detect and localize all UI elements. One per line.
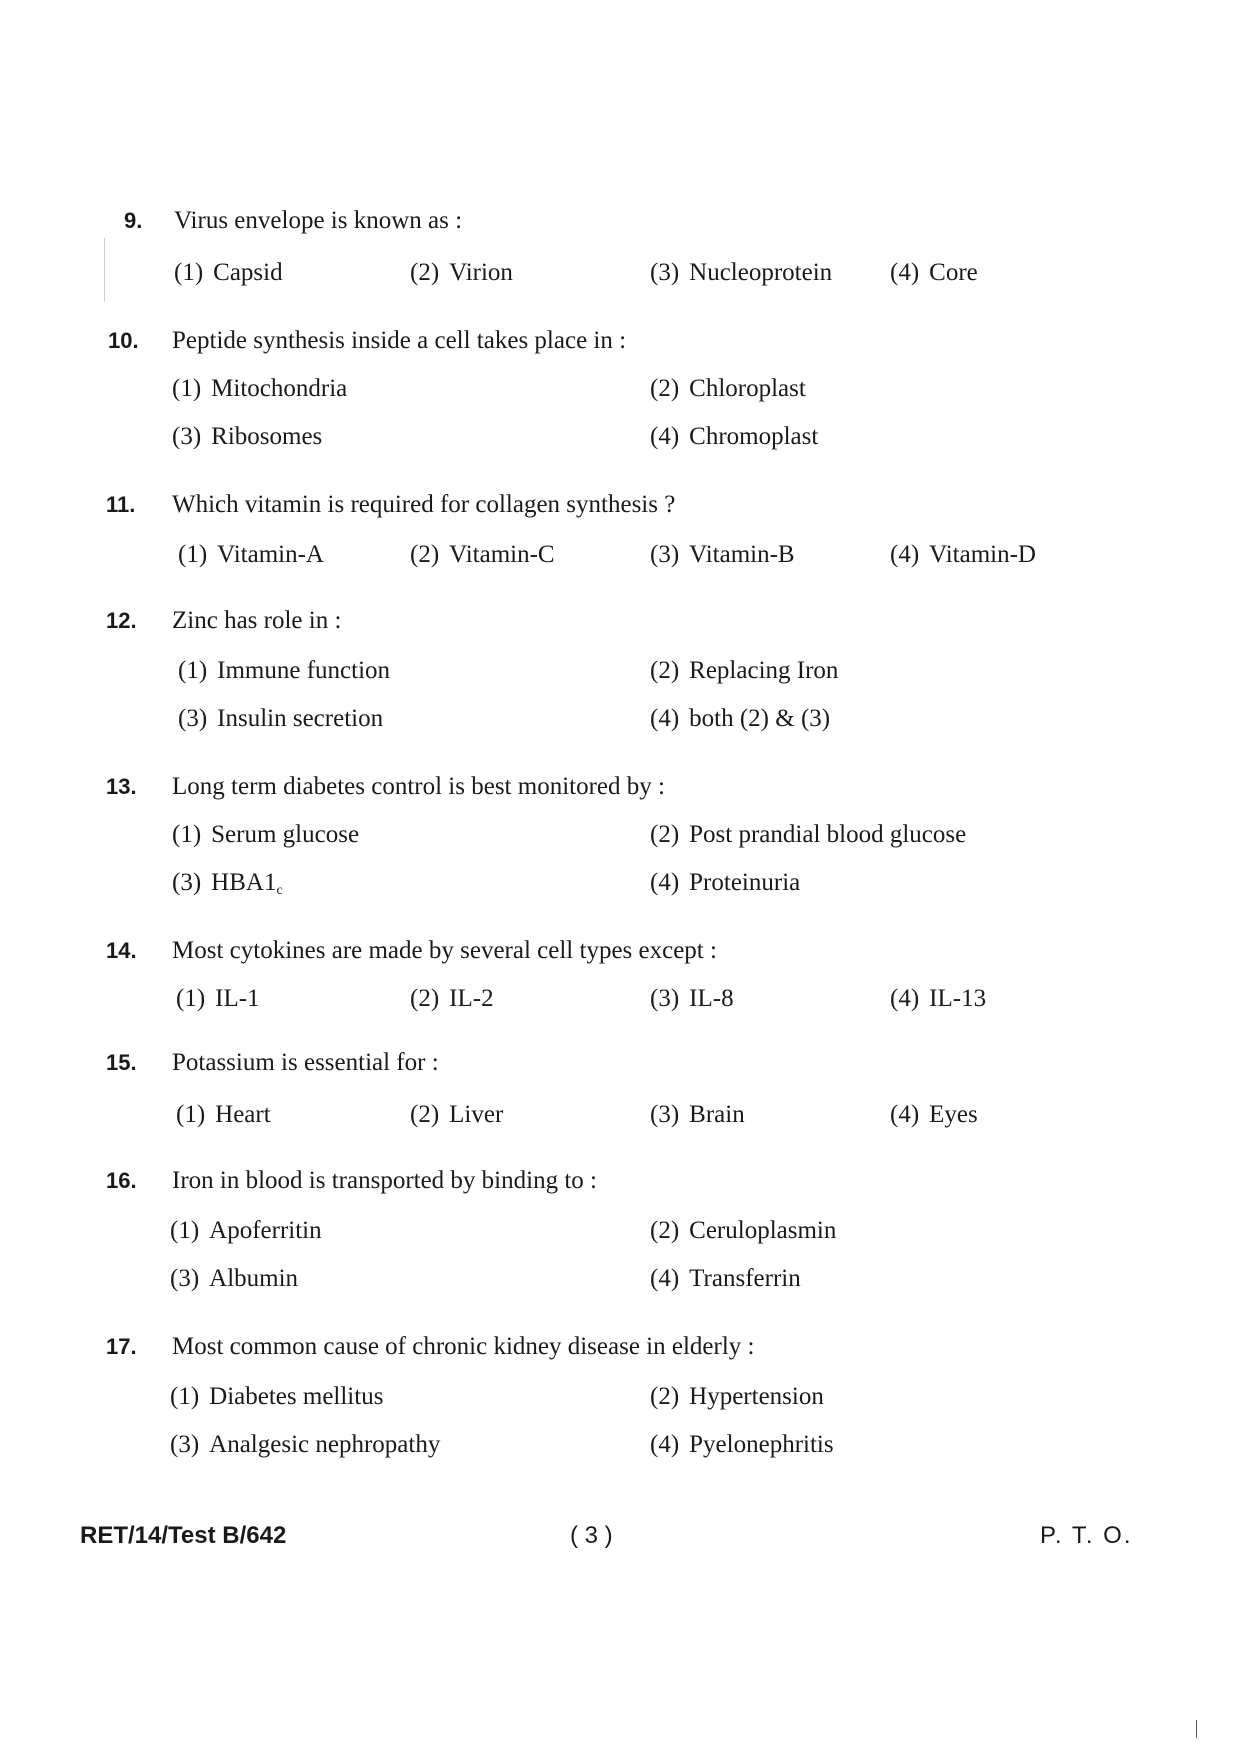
scan-mark — [104, 238, 105, 302]
question-number: 9. — [124, 208, 143, 233]
option: (3) Insulin secretion — [178, 705, 384, 732]
option: (4) both (2) & (3) — [650, 705, 831, 732]
question-text: Iron in blood is transported by binding to : — [172, 1167, 597, 1194]
question-text: Which vitamin is required for collagen synthesis ? — [172, 491, 676, 518]
question-number: 13. — [106, 774, 137, 799]
option: (2) Vitamin-C — [410, 541, 555, 568]
question-number: 16. — [106, 1168, 137, 1193]
option: (1) Heart — [176, 1101, 271, 1128]
option: (4) IL-13 — [890, 985, 987, 1012]
question-number: 17. — [106, 1334, 137, 1359]
question-number: 15. — [106, 1050, 137, 1075]
option: (2) Chloroplast — [650, 375, 806, 402]
option: (3) Brain — [650, 1101, 745, 1128]
option: (3) Analgesic nephropathy — [170, 1431, 441, 1458]
question-text: Virus envelope is known as : — [174, 207, 463, 234]
option: (2) Post prandial blood glucose — [650, 821, 967, 848]
option: (2) Liver — [410, 1101, 504, 1128]
option: (1) Capsid — [174, 259, 283, 286]
option: (1) Diabetes mellitus — [170, 1383, 384, 1410]
option: (1) Serum glucose — [172, 821, 360, 848]
option: (1) Immune function — [178, 657, 391, 684]
option: (3) Nucleoprotein — [650, 259, 833, 286]
option: (3) IL-8 — [650, 985, 734, 1012]
question-number: 11. — [106, 492, 136, 517]
question-text: Peptide synthesis inside a cell takes place in : — [172, 327, 627, 354]
option: (4) Pyelonephritis — [650, 1431, 834, 1458]
option: (2) Hypertension — [650, 1383, 824, 1410]
option: (4) Core — [890, 259, 978, 286]
question-number: 12. — [106, 608, 137, 633]
please-turn-over: P. T. O. — [1040, 1522, 1133, 1549]
option: (4) Transferrin — [650, 1265, 801, 1292]
question-text: Long term diabetes control is best monitored by : — [172, 773, 665, 800]
question-number: 10. — [108, 328, 139, 353]
option: (4) Eyes — [890, 1101, 978, 1128]
option: (2) Virion — [410, 259, 513, 286]
question-text: Most cytokines are made by several cell types except : — [172, 937, 717, 964]
question-number: 14. — [106, 938, 137, 963]
scan-mark — [1196, 1720, 1197, 1738]
page-number: ( 3 ) — [570, 1522, 613, 1549]
question-text: Zinc has role in : — [172, 607, 342, 634]
option: (2) IL-2 — [410, 985, 494, 1012]
question-text: Most common cause of chronic kidney disease in elderly : — [172, 1333, 755, 1360]
option: (4) Chromoplast — [650, 423, 819, 450]
option: (3) $HBA1_c$ — [172, 869, 283, 898]
option: (1) Mitochondria — [172, 375, 348, 402]
option: (3) Ribosomes — [172, 423, 323, 450]
question-text: Potassium is essential for : — [172, 1049, 439, 1076]
option: (1) Apoferritin — [170, 1217, 322, 1244]
test-code: RET/14/Test B/642 — [80, 1522, 287, 1549]
page-footer — [0, 1520, 1240, 1556]
option: (1) Vitamin-A — [178, 541, 324, 568]
option: (2) Ceruloplasmin — [650, 1217, 837, 1244]
option: (1) IL-1 — [176, 985, 260, 1012]
option: (4) Proteinuria — [650, 869, 801, 896]
option: (3) Albumin — [170, 1265, 299, 1292]
option: (4) Vitamin-D — [890, 541, 1036, 568]
option: (3) Vitamin-B — [650, 541, 795, 568]
option: (2) Replacing Iron — [650, 657, 839, 684]
